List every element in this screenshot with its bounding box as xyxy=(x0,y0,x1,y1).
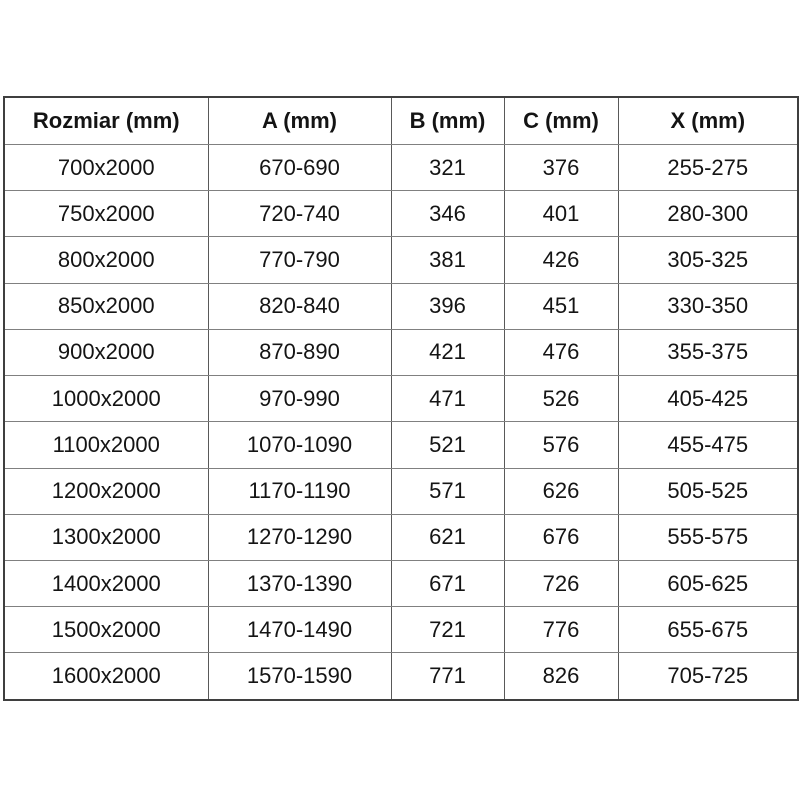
table-row xyxy=(4,560,798,606)
table-cell: 280-300 xyxy=(618,191,798,237)
table-cell: 401 xyxy=(504,191,618,237)
table-cell: 750x2000 xyxy=(4,191,208,237)
table-cell: 1200x2000 xyxy=(4,468,208,514)
table-body xyxy=(4,145,798,701)
column-header: A (mm) xyxy=(208,97,391,145)
table-cell: 900x2000 xyxy=(4,329,208,375)
table-cell: 305-325 xyxy=(618,237,798,283)
table-cell: 820-840 xyxy=(208,283,391,329)
table-cell: 626 xyxy=(504,468,618,514)
table-cell: 800x2000 xyxy=(4,237,208,283)
table-cell: 850x2000 xyxy=(4,283,208,329)
table-cell: 471 xyxy=(391,376,504,422)
table-cell: 426 xyxy=(504,237,618,283)
table-cell: 571 xyxy=(391,468,504,514)
dimensions-table xyxy=(3,96,799,701)
table-cell: 771 xyxy=(391,653,504,700)
table-cell: 330-350 xyxy=(618,283,798,329)
table-cell: 505-525 xyxy=(618,468,798,514)
table-cell: 1170-1190 xyxy=(208,468,391,514)
table-cell: 576 xyxy=(504,422,618,468)
table-cell: 870-890 xyxy=(208,329,391,375)
table-row xyxy=(4,237,798,283)
table-cell: 720-740 xyxy=(208,191,391,237)
table-cell: 476 xyxy=(504,329,618,375)
table-row xyxy=(4,653,798,700)
table-cell: 521 xyxy=(391,422,504,468)
table-cell: 1300x2000 xyxy=(4,514,208,560)
table-cell: 381 xyxy=(391,237,504,283)
table-cell: 1100x2000 xyxy=(4,422,208,468)
table-row xyxy=(4,145,798,191)
table-cell: 621 xyxy=(391,514,504,560)
table-cell: 421 xyxy=(391,329,504,375)
table-cell: 555-575 xyxy=(618,514,798,560)
table-row xyxy=(4,191,798,237)
table-cell: 776 xyxy=(504,607,618,653)
table-cell: 405-425 xyxy=(618,376,798,422)
table-cell: 1600x2000 xyxy=(4,653,208,700)
table-row xyxy=(4,376,798,422)
table-cell: 970-990 xyxy=(208,376,391,422)
table-row xyxy=(4,607,798,653)
table-cell: 1500x2000 xyxy=(4,607,208,653)
table-cell: 321 xyxy=(391,145,504,191)
column-header: B (mm) xyxy=(391,97,504,145)
table-cell: 700x2000 xyxy=(4,145,208,191)
table-cell: 526 xyxy=(504,376,618,422)
column-header: C (mm) xyxy=(504,97,618,145)
table-cell: 770-790 xyxy=(208,237,391,283)
table-cell: 396 xyxy=(391,283,504,329)
table-cell: 1570-1590 xyxy=(208,653,391,700)
table-cell: 671 xyxy=(391,560,504,606)
table-cell: 1270-1290 xyxy=(208,514,391,560)
table-row xyxy=(4,422,798,468)
table-cell: 655-675 xyxy=(618,607,798,653)
table-cell: 455-475 xyxy=(618,422,798,468)
table-cell: 705-725 xyxy=(618,653,798,700)
table-cell: 346 xyxy=(391,191,504,237)
table-cell: 1470-1490 xyxy=(208,607,391,653)
table-row xyxy=(4,514,798,560)
table-cell: 1070-1090 xyxy=(208,422,391,468)
column-header: X (mm) xyxy=(618,97,798,145)
table-row xyxy=(4,283,798,329)
column-header: Rozmiar (mm) xyxy=(4,97,208,145)
table-cell: 676 xyxy=(504,514,618,560)
table-cell: 451 xyxy=(504,283,618,329)
table-cell: 376 xyxy=(504,145,618,191)
table-cell: 1400x2000 xyxy=(4,560,208,606)
table-row xyxy=(4,329,798,375)
table-cell: 721 xyxy=(391,607,504,653)
table-row xyxy=(4,468,798,514)
table-cell: 726 xyxy=(504,560,618,606)
table-cell: 355-375 xyxy=(618,329,798,375)
table-cell: 255-275 xyxy=(618,145,798,191)
header-row xyxy=(4,97,798,145)
table-cell: 670-690 xyxy=(208,145,391,191)
table-cell: 1370-1390 xyxy=(208,560,391,606)
table-cell: 605-625 xyxy=(618,560,798,606)
table-cell: 826 xyxy=(504,653,618,700)
table-cell: 1000x2000 xyxy=(4,376,208,422)
